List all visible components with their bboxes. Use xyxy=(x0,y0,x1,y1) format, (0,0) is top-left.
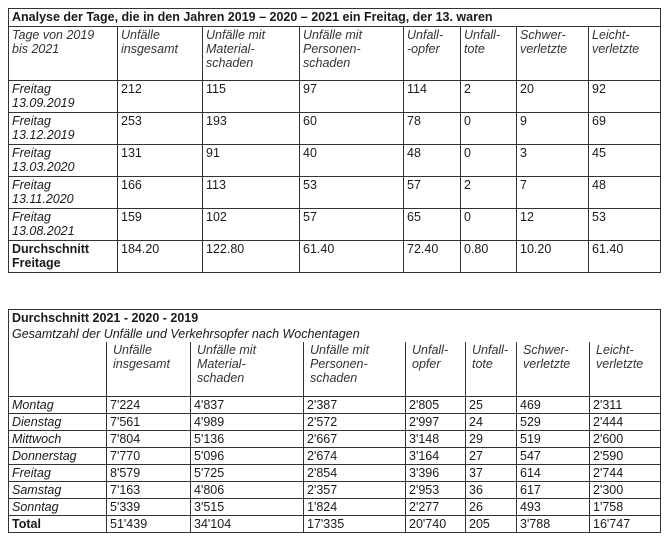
value-cell: 7'804 xyxy=(107,430,191,447)
value-cell: 4'989 xyxy=(191,413,304,430)
cell-line: Schwer- xyxy=(520,28,566,42)
value-cell: 24 xyxy=(466,413,517,430)
cell-line: schaden xyxy=(303,56,351,70)
cell-line: Unfall- xyxy=(472,343,509,357)
cell-line: tote xyxy=(472,357,493,371)
value-cell: 2'953 xyxy=(406,481,466,498)
cell-line: 13.11.2020 xyxy=(12,192,74,206)
cell-line: Durchschnitt xyxy=(12,242,90,256)
table-row xyxy=(9,113,661,145)
value-cell: 7'224 xyxy=(107,396,191,413)
cell-line: Tage von 2019 xyxy=(12,28,95,42)
row-label xyxy=(9,209,118,241)
cell-line: verletzte xyxy=(523,357,571,371)
row-label: Total xyxy=(9,515,107,532)
row-label: Mittwoch xyxy=(9,430,107,447)
table1-header-row xyxy=(9,27,661,81)
value-cell: 57 xyxy=(300,209,404,241)
value-cell: 26 xyxy=(466,498,517,515)
table-row xyxy=(9,447,661,464)
column-header xyxy=(461,27,517,81)
value-cell: 7'561 xyxy=(107,413,191,430)
value-cell: 2'600 xyxy=(590,430,661,447)
value-cell: 2'277 xyxy=(406,498,466,515)
value-cell: 37 xyxy=(466,464,517,481)
value-cell: 5'096 xyxy=(191,447,304,464)
table-row xyxy=(9,241,661,273)
value-cell: 3'148 xyxy=(406,430,466,447)
value-cell: 2'387 xyxy=(304,396,406,413)
value-cell: 166 xyxy=(118,177,203,209)
value-cell: 12 xyxy=(517,209,589,241)
value-cell: 3'788 xyxy=(517,515,590,532)
value-cell: 469 xyxy=(517,396,590,413)
table-row xyxy=(9,396,661,413)
value-cell: 20'740 xyxy=(406,515,466,532)
value-cell: 547 xyxy=(517,447,590,464)
value-cell: 9 xyxy=(517,113,589,145)
value-cell: 614 xyxy=(517,464,590,481)
friday-13-analysis-table xyxy=(8,8,661,273)
cell-line: Freitag xyxy=(12,114,51,128)
value-cell: 7 xyxy=(517,177,589,209)
value-cell: 0 xyxy=(461,209,517,241)
value-cell: 205 xyxy=(466,515,517,532)
value-cell: 2'854 xyxy=(304,464,406,481)
value-cell: 102 xyxy=(203,209,300,241)
value-cell: 60 xyxy=(300,113,404,145)
value-cell: 1'758 xyxy=(590,498,661,515)
value-cell: 529 xyxy=(517,413,590,430)
value-cell: 3'396 xyxy=(406,464,466,481)
value-cell: 16'747 xyxy=(590,515,661,532)
value-cell: 92 xyxy=(589,81,661,113)
cell-line: Personen- xyxy=(303,42,361,56)
value-cell: 5'339 xyxy=(107,498,191,515)
cell-line: Material- xyxy=(206,42,255,56)
column-header xyxy=(191,342,304,396)
cell-line: 13.08.2021 xyxy=(12,224,75,238)
value-cell: 2'744 xyxy=(590,464,661,481)
value-cell: 5'136 xyxy=(191,430,304,447)
cell-line: Unfälle mit xyxy=(310,343,370,357)
value-cell: 20 xyxy=(517,81,589,113)
value-cell: 2'805 xyxy=(406,396,466,413)
row-label xyxy=(9,177,118,209)
table2-title: Durchschnitt 2021 - 2020 - 2019 xyxy=(9,310,661,328)
value-cell: 0.80 xyxy=(461,241,517,273)
table-row xyxy=(9,515,661,532)
value-cell: 34'104 xyxy=(191,515,304,532)
value-cell: 113 xyxy=(203,177,300,209)
row-label xyxy=(9,81,118,113)
cell-line: opfer xyxy=(412,357,441,371)
cell-line: Freitag xyxy=(12,146,51,160)
cell-line: Unfall- xyxy=(412,343,449,357)
row-label: Samstag xyxy=(9,481,107,498)
cell-line: insgesamt xyxy=(113,357,170,371)
value-cell: 2'357 xyxy=(304,481,406,498)
table-row xyxy=(9,81,661,113)
value-cell: 519 xyxy=(517,430,590,447)
column-header xyxy=(404,27,461,81)
table-row xyxy=(9,430,661,447)
table-row xyxy=(9,145,661,177)
value-cell: 69 xyxy=(589,113,661,145)
value-cell: 7'163 xyxy=(107,481,191,498)
cell-line: schaden xyxy=(206,56,254,70)
row-label xyxy=(9,241,118,273)
value-cell: 2'674 xyxy=(304,447,406,464)
cell-line: Unfälle mit xyxy=(206,28,266,42)
value-cell: 25 xyxy=(466,396,517,413)
value-cell: 131 xyxy=(118,145,203,177)
cell-line: 13.12.2019 xyxy=(12,128,75,142)
value-cell: 61.40 xyxy=(300,241,404,273)
column-header xyxy=(300,27,404,81)
cell-line: Freitag xyxy=(12,178,51,192)
value-cell: 29 xyxy=(466,430,517,447)
cell-line: Unfälle xyxy=(121,28,160,42)
value-cell: 51'439 xyxy=(107,515,191,532)
cell-line: 13.03.2020 xyxy=(12,160,75,174)
column-header xyxy=(304,342,406,396)
cell-line: Freitage xyxy=(12,256,61,270)
value-cell: 72.40 xyxy=(404,241,461,273)
table-row xyxy=(9,413,661,430)
value-cell: 2 xyxy=(461,81,517,113)
value-cell: 253 xyxy=(118,113,203,145)
column-header xyxy=(9,342,107,396)
cell-line: Unfälle xyxy=(113,343,152,357)
cell-line: verletzte xyxy=(592,42,640,56)
value-cell: 61.40 xyxy=(589,241,661,273)
value-cell: 193 xyxy=(203,113,300,145)
table1-title: Analyse der Tage, die in den Jahren 2019 – 2020 – 2021 ein Freitag, der 13. waren xyxy=(9,9,661,27)
value-cell: 2 xyxy=(461,177,517,209)
column-header xyxy=(406,342,466,396)
value-cell: 114 xyxy=(404,81,461,113)
cell-line: Material- xyxy=(197,357,246,371)
value-cell: 617 xyxy=(517,481,590,498)
cell-line: 13.09.2019 xyxy=(12,96,75,110)
value-cell: 78 xyxy=(404,113,461,145)
column-header xyxy=(118,27,203,81)
weekday-average-table xyxy=(8,309,661,533)
value-cell: 0 xyxy=(461,113,517,145)
row-label: Freitag xyxy=(9,464,107,481)
cell-line: Freitag xyxy=(12,210,51,224)
value-cell: 97 xyxy=(300,81,404,113)
table-row xyxy=(9,464,661,481)
table-row xyxy=(9,209,661,241)
value-cell: 2'667 xyxy=(304,430,406,447)
cell-line: schaden xyxy=(310,371,358,385)
value-cell: 1'824 xyxy=(304,498,406,515)
column-header xyxy=(107,342,191,396)
value-cell: 115 xyxy=(203,81,300,113)
value-cell: 40 xyxy=(300,145,404,177)
cell-line: -opfer xyxy=(407,42,440,56)
row-label: Donnerstag xyxy=(9,447,107,464)
column-header xyxy=(9,27,118,81)
row-label xyxy=(9,113,118,145)
table-row xyxy=(9,498,661,515)
cell-line: Unfälle mit xyxy=(197,343,257,357)
value-cell: 8'579 xyxy=(107,464,191,481)
column-header xyxy=(517,27,589,81)
value-cell: 3'515 xyxy=(191,498,304,515)
cell-line: insgesamt xyxy=(121,42,178,56)
cell-line: verletzte xyxy=(596,357,644,371)
cell-line: Unfall- xyxy=(407,28,444,42)
value-cell: 2'572 xyxy=(304,413,406,430)
value-cell: 91 xyxy=(203,145,300,177)
value-cell: 2'300 xyxy=(590,481,661,498)
column-header xyxy=(589,27,661,81)
cell-line: Personen- xyxy=(310,357,368,371)
value-cell: 2'997 xyxy=(406,413,466,430)
cell-line: Leicht- xyxy=(592,28,630,42)
value-cell: 184.20 xyxy=(118,241,203,273)
value-cell: 159 xyxy=(118,209,203,241)
row-label: Sonntag xyxy=(9,498,107,515)
value-cell: 5'725 xyxy=(191,464,304,481)
cell-line: verletzte xyxy=(520,42,568,56)
cell-line: bis 2021 xyxy=(12,42,60,56)
value-cell: 212 xyxy=(118,81,203,113)
cell-line: Schwer- xyxy=(523,343,569,357)
value-cell: 4'806 xyxy=(191,481,304,498)
value-cell: 493 xyxy=(517,498,590,515)
table-row xyxy=(9,177,661,209)
value-cell: 48 xyxy=(589,177,661,209)
row-label xyxy=(9,145,118,177)
value-cell: 65 xyxy=(404,209,461,241)
cell-line: schaden xyxy=(197,371,245,385)
column-header xyxy=(590,342,661,396)
value-cell: 4'837 xyxy=(191,396,304,413)
column-header xyxy=(203,27,300,81)
value-cell: 0 xyxy=(461,145,517,177)
table2-header-row xyxy=(9,342,661,396)
value-cell: 53 xyxy=(589,209,661,241)
value-cell: 48 xyxy=(404,145,461,177)
value-cell: 7'770 xyxy=(107,447,191,464)
value-cell: 3 xyxy=(517,145,589,177)
value-cell: 122.80 xyxy=(203,241,300,273)
value-cell: 10.20 xyxy=(517,241,589,273)
value-cell: 53 xyxy=(300,177,404,209)
table-row xyxy=(9,481,661,498)
value-cell: 36 xyxy=(466,481,517,498)
row-label: Dienstag xyxy=(9,413,107,430)
cell-line: Unfall- xyxy=(464,28,501,42)
row-label: Montag xyxy=(9,396,107,413)
value-cell: 27 xyxy=(466,447,517,464)
cell-line: Unfälle mit xyxy=(303,28,363,42)
value-cell: 57 xyxy=(404,177,461,209)
value-cell: 2'311 xyxy=(590,396,661,413)
cell-line: Leicht- xyxy=(596,343,634,357)
value-cell: 2'444 xyxy=(590,413,661,430)
value-cell: 17'335 xyxy=(304,515,406,532)
value-cell: 45 xyxy=(589,145,661,177)
value-cell: 2'590 xyxy=(590,447,661,464)
column-header xyxy=(466,342,517,396)
column-header xyxy=(517,342,590,396)
value-cell: 3'164 xyxy=(406,447,466,464)
cell-line: tote xyxy=(464,42,485,56)
table2-subtitle: Gesamtzahl der Unfälle und Verkehrsopfer nach Wochentagen xyxy=(9,327,661,342)
cell-line: Freitag xyxy=(12,82,51,96)
